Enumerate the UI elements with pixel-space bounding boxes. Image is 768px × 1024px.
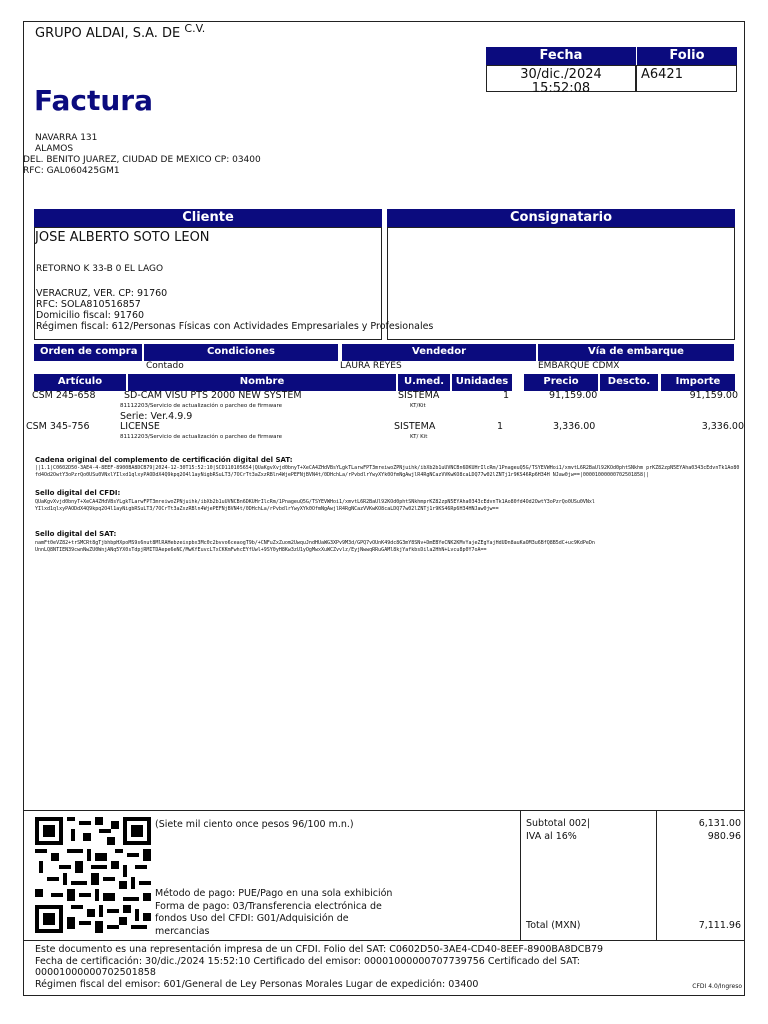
via-embarque-value: EMBARQUE CDMX (538, 361, 620, 371)
item-serie: Serie: Ver.4.9.9 (120, 411, 193, 422)
sello-sat-label: Sello digital del SAT: (35, 530, 117, 538)
col-articulo: Artículo (34, 374, 126, 391)
item-umed: SISTEMA (394, 421, 436, 432)
item-importe: 91,159.00 (689, 390, 738, 401)
col-descto: Descto. (600, 374, 658, 391)
sello-cfdi-text: QUaKgvXvjd0bnyT+XeCA4ZHdVBsYLgkTLarwFPT3mreiwoZPNjuihk/ibXb2b1uUVNCBn6DKUHrIlcRm/1PnageuQ5G/TSYEVWHoi1/xmvtL6R2BaUl92KOd0phtSNkhmprKZ82zpN5EYAha0343cEdvnTk1Ao80fd4Od2OwtY3oPzrQo0USu0VNxlYIlxd1qlxyPAODdX4Q9kpq2O4l1ayNigbRSuLT3/7OCrTt3aZxzRBln4WjePEFNjBVN4t/0DHchLa/rPvbdlrYwyXYk0OfmNgAwjlR4RgNCazVVKwKO8caLDQ77w02lZNTj1r9KS46Rp6H34HNJaw0jw== (35, 499, 595, 512)
item-precio: 91,159.00 (549, 390, 598, 401)
fecha-header: Fecha (486, 47, 636, 65)
condiciones-value: Contado (146, 361, 184, 371)
payment-method: Método de pago: PUE/Pago en una sola exhibición Forma de pago: 03/Transferencia electrónica de fondos Uso del CFDI: G01/Adquisición de mercancias (155, 888, 393, 937)
item-unidades: 1 (497, 421, 504, 432)
col-unidades: Unidades (452, 374, 512, 391)
col-importe: Importe (661, 374, 735, 391)
company-name: GRUPO ALDAI, S.A. DE $^{C.V.}$ (35, 22, 206, 41)
cliente-details: VERACRUZ, VER. CP: 91760 RFC: SOLA810516857 Domicilio fiscal: 91760 Régimen fiscal: 612/Personas Físicas con Actividades Empresariales y Profesionales (36, 288, 434, 332)
footer-legal: Este documento es una representación impresa de un CFDI. Folio del SAT: C0602D50-3AE4-CD40-8EEF-8900BA8DCB79 Fecha de certificación: 30/dic./2024 15:52:10 Certificado del emisor: 00001000000707739756 Certificado del SAT: 00001000000702501858 Régimen fiscal del emisor: 601/General de Ley Personas Morales Lugar de expedición: 03400 (35, 944, 604, 990)
issuer-address: NAVARRA 131 ALAMOS DEL. BENITO JUAREZ, CIUDAD DE MEXICO CP: 03400 RFC: GAL060425GM1 (23, 133, 261, 176)
amount-in-words: (Siete mil ciento once pesos 96/100 m.n.) (155, 819, 354, 830)
sello-cfdi-label: Sello digital del CFDI: (35, 489, 121, 497)
item-umed: SISTEMA (398, 390, 440, 401)
item-precio: 3,336.00 (553, 421, 596, 432)
cfdi-version: CFDI 4.0/Ingreso (692, 983, 742, 990)
divider (23, 940, 745, 941)
item-nombre: LICENSE (120, 421, 160, 432)
total-value: 7,111.96 (698, 920, 741, 931)
qr-code-icon (35, 816, 151, 934)
cadena-text: ||1.1|C0602D50-3AE4-4-8EEF-8900BA8DCB79|2024-12-30T15:52:10|SCD110105654|QUaKgvXvjd0bnyT+XeCA4ZHdVBsYLgkTLarwFPT3mreiwoZPNjuihk/ibXb2b1uUVNCBn6DKUHrIlcRm/1PnageuQ5G/TSYEVWHoi1/xmvtL6R2BaUl92KOd0phtSNkhm prKZ82zpN5EYAha0343cEdvnTk1Ao80fd4Od2OwtY3oPzrQo0USu0VNxlYIlxd1qlxyPAODdX4Q9kpq2O4l1ayNigbRSuLT3/7OCrTt3aZxzRBln4WjePEFNjBVN4t/0DHchLa/rPvbdlrYwyXYk0OfmNgAwjlR4RgNCazVVKwKO8caLDQ77w02lZNTj1r9KS46Rp6H34H NJaw0jw==|00001000000702501858|| (35, 465, 740, 478)
col-umed: U.med. (398, 374, 450, 391)
vendedor-header: Vendedor (342, 344, 536, 361)
item-articulo: CSM 345-756 (26, 421, 90, 432)
item-detalle: 81112203/Servicio de actualización o parcheo de firmware (120, 403, 283, 409)
folio-header: Folio (637, 47, 737, 65)
item-articulo: CSM 245-658 (32, 390, 96, 401)
divider (23, 810, 745, 811)
item-umed-sub: KT/Kit (410, 403, 426, 409)
condiciones-header: Condiciones (144, 344, 338, 361)
cliente-name: JOSE ALBERTO SOTO LEON (35, 230, 210, 245)
cliente-header: Cliente (34, 209, 382, 227)
item-detalle: 81112203/Servicio de actualización o parcheo de firmware (120, 434, 283, 440)
col-precio: Precio (524, 374, 598, 391)
sello-sat-text: namFt0eVZ82+trSMCRt8gTjbhbpHXpoMS9s6nut8MlRAHebzeixpbx3Mc0c2bvvo6ceaogT9b/+CNFuZxZuom2UwquJndHUaWG3XPv9M3d/GPQ7vOUnK49dc8G3mY8SNv+DmEBYeCNK2KMvYajeZEgYajHdUDn8auKaOM3u6BfQ8B5dC+uc9KdPeDnUnnLQ8NTIEN39cwnNwZU0WnjANq5YX0sTdpjRMITDAepe6eNC/MwKfEuvcLTxCKKmFwhcEYfUwl+9SY0yH8Kw3zU1yOgMwxXuWCZvvlz/EyjNwwqRRuGAMl8kjYafkbsDila2HhN+Lvcu8p0Y7oA== (35, 540, 595, 553)
divider (520, 810, 521, 940)
divider (656, 810, 657, 940)
consignatario-header: Consignatario (387, 209, 735, 227)
item-nombre: SD-CAM VISU PTS 2000 NEW SYSTEM (124, 390, 302, 401)
col-nombre: Nombre (128, 374, 396, 391)
vendedor-value: LAURA REYES (340, 361, 402, 371)
fecha-value: 30/dic./2024 15:52:08 (486, 65, 636, 92)
cliente-street: RETORNO K 33-B 0 EL LAGO (36, 264, 164, 274)
subtotal-labels: Subtotal 002| IVA al 16% (526, 818, 591, 842)
document-title: Factura (34, 84, 153, 117)
item-importe: 3,336.00 (701, 421, 744, 432)
item-unidades: 1 (503, 390, 510, 401)
folio-value: A6421 (636, 65, 737, 92)
orden-compra-header: Orden de compra (34, 344, 142, 361)
subtotal-values: 6,131.00 980.96 (698, 818, 741, 842)
item-umed-sub: KT/ Kit (410, 434, 428, 440)
cadena-label: Cadena original del complemento de certificación digital del SAT: (35, 456, 293, 464)
via-embarque-header: Vía de embarque (538, 344, 734, 361)
total-label: Total (MXN) (526, 920, 581, 931)
consignatario-box (387, 227, 735, 340)
